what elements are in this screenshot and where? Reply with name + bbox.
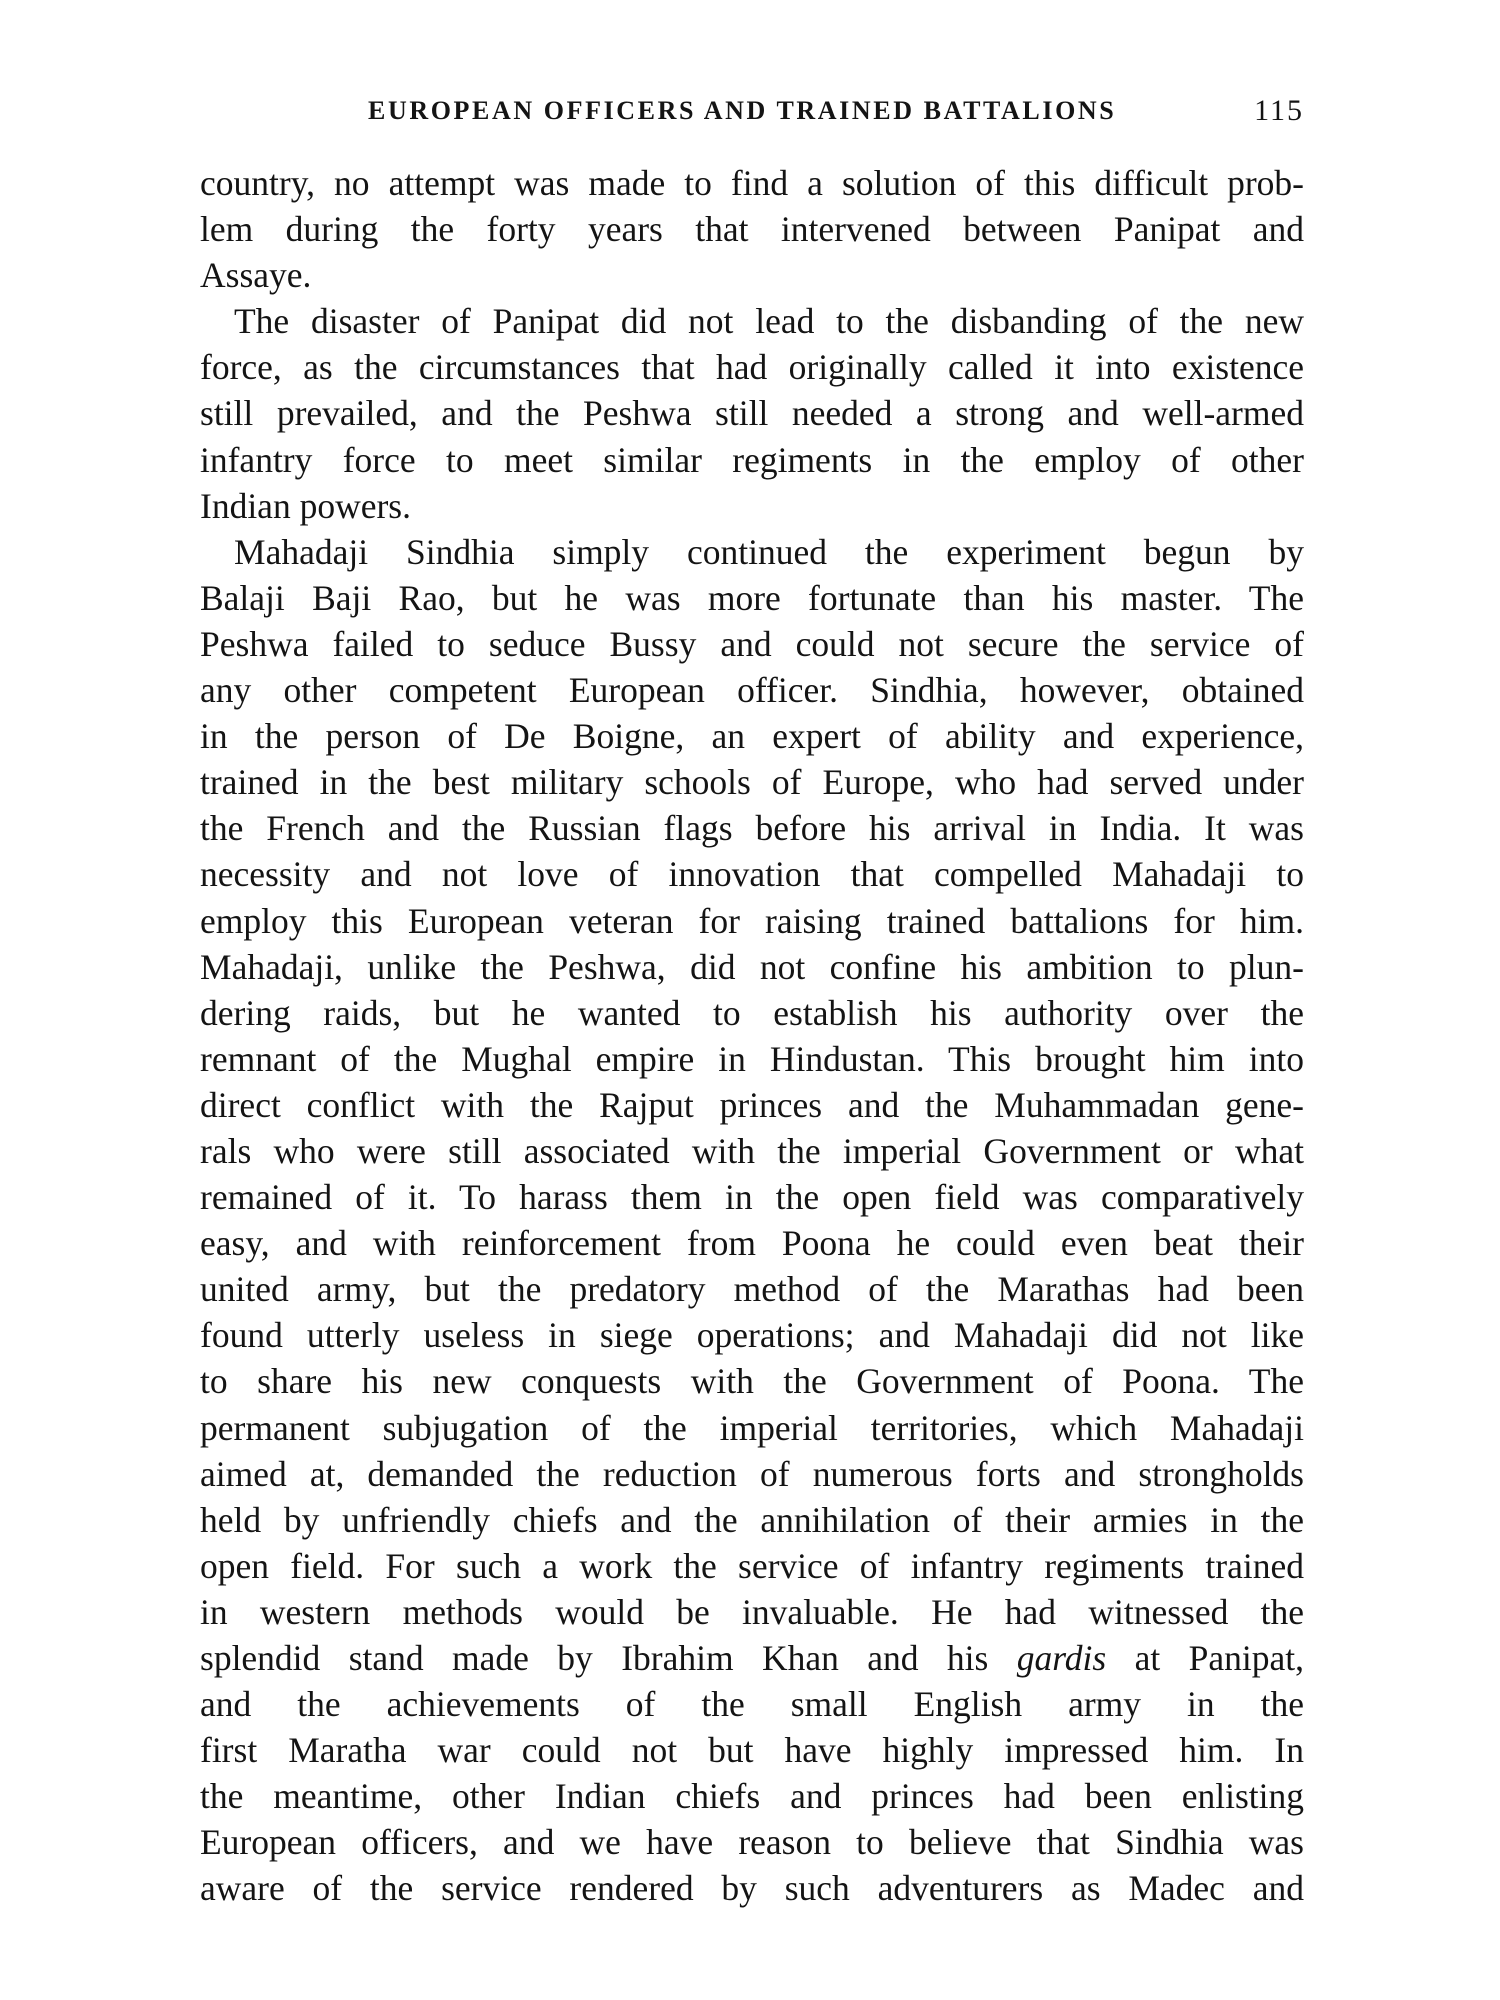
text-line: united army, but the predatory method of the Marathas had been bbox=[200, 1269, 1304, 1310]
text-line: employ this European veteran for raising trained battalions for him. bbox=[200, 900, 1304, 941]
text-line: easy, and with reinforcement from Poona he could even beat their bbox=[200, 1223, 1304, 1264]
text-line: to share his new conquests with the Government of Poona. The bbox=[200, 1361, 1304, 1402]
paragraph-2 bbox=[200, 298, 1304, 528]
body-text bbox=[200, 160, 1304, 1912]
text-line: Indian powers. bbox=[200, 485, 411, 526]
text-line: rals who were still associated with the imperial Government or what bbox=[200, 1130, 1304, 1171]
text-line: The disaster of Panipat did not lead to the disbanding of the new bbox=[234, 301, 1304, 342]
text-line: in the person of De Boigne, an expert of ability and experience, bbox=[200, 716, 1304, 757]
text-line: Mahadaji, unlike the Peshwa, did not confine his ambition to plun- bbox=[200, 946, 1304, 987]
text-line: aware of the service rendered by such adventurers as Madec and bbox=[200, 1868, 1304, 1909]
text-line: remained of it. To harass them in the open field was comparatively bbox=[200, 1177, 1304, 1218]
text-line: first Maratha war could not but have highly impressed him. In bbox=[200, 1730, 1304, 1771]
text-line: the meantime, other Indian chiefs and princes had been enlisting bbox=[200, 1776, 1304, 1817]
text-line: necessity and not love of innovation that compelled Mahadaji to bbox=[200, 854, 1304, 895]
italic-term: gardis bbox=[1016, 1638, 1107, 1678]
page-number: 115 bbox=[1254, 94, 1304, 127]
text-line: force, as the circumstances that had originally called it into existence bbox=[200, 347, 1304, 388]
text-line: lem during the forty years that intervened between Panipat and bbox=[200, 209, 1304, 250]
text-line: remnant of the Mughal empire in Hindustan. This brought him into bbox=[200, 1038, 1304, 1079]
text-line: found utterly useless in siege operations; and Mahadaji did not like bbox=[200, 1315, 1304, 1356]
running-head bbox=[200, 96, 1304, 136]
text-line: still prevailed, and the Peshwa still needed a strong and well-armed bbox=[200, 393, 1304, 434]
text-line: permanent subjugation of the imperial territories, which Mahadaji bbox=[200, 1407, 1304, 1448]
text-line: Mahadaji Sindhia simply continued the experiment begun by bbox=[234, 531, 1304, 572]
text-line: Peshwa failed to seduce Bussy and could not secure the service of bbox=[200, 623, 1304, 664]
text-line: Assaye. bbox=[200, 255, 312, 296]
text-line: direct conflict with the Rajput princes and the Muhammadan gene- bbox=[200, 1084, 1304, 1125]
text-line: the French and the Russian flags before his arrival in India. It was bbox=[200, 808, 1304, 849]
text-line: open field. For such a work the service of infantry regiments trained bbox=[200, 1545, 1304, 1586]
text-line: infantry force to meet similar regiments in the employ of other bbox=[200, 439, 1304, 480]
text-line: dering raids, but he wanted to establish his authority over the bbox=[200, 992, 1304, 1033]
text-line: Balaji Baji Rao, but he was more fortunate than his master. The bbox=[200, 577, 1304, 618]
running-title: EUROPEAN OFFICERS AND TRAINED BATTALIONS bbox=[368, 96, 1117, 125]
text-line: any other competent European officer. Sindhia, however, obtained bbox=[200, 670, 1304, 711]
paragraph-3 bbox=[200, 529, 1304, 1912]
text-line: country, no attempt was made to find a solution of this difficult prob- bbox=[200, 163, 1304, 203]
text-line: in western methods would be invaluable. He had witnessed the bbox=[200, 1591, 1304, 1632]
paragraph-1 bbox=[200, 160, 1304, 298]
text-line: aimed at, demanded the reduction of numerous forts and strongholds bbox=[200, 1453, 1304, 1494]
text-line: held by unfriendly chiefs and the annihilation of their armies in the bbox=[200, 1499, 1304, 1540]
text-line: European officers, and we have reason to believe that Sindhia was bbox=[200, 1822, 1304, 1863]
text-line: splendid stand made by Ibrahim Khan and his gardis at Panipat, bbox=[200, 1638, 1304, 1678]
text-line: and the achievements of the small English army in the bbox=[200, 1684, 1304, 1725]
text-line: trained in the best military schools of Europe, who had served under bbox=[200, 762, 1304, 803]
